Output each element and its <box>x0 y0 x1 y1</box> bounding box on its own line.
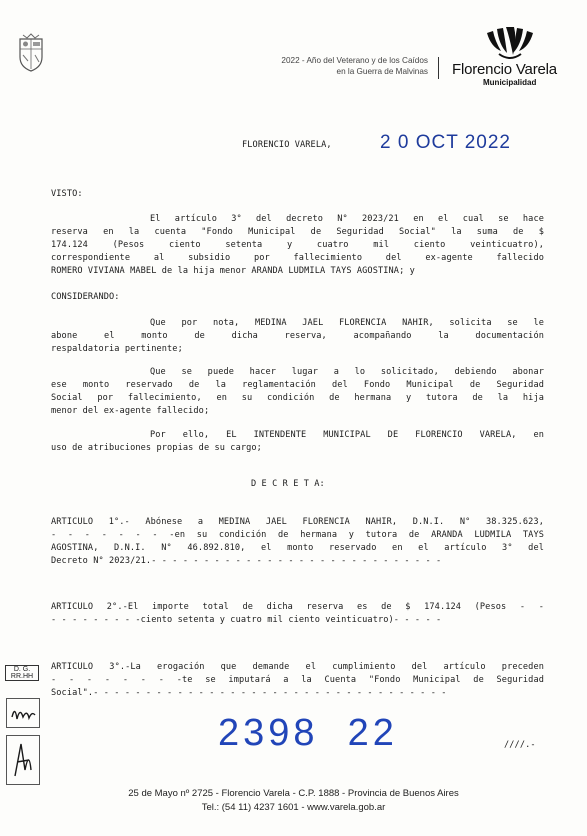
articulo-2-line-1: ARTICULO 2°.-El importe total de dicha reserva es de $ 174.124 (Pesos - - <box>51 602 544 612</box>
considerando-p3-line-1: Por ello, EL INTENDENTE MUNICIPAL DE FLORENCIO VARELA, en <box>150 430 544 440</box>
footer-contact: Tel.: (54 11) 4237 1601 - www.varela.gob.ar <box>201 802 386 813</box>
coat-of-arms-icon <box>17 33 45 73</box>
brand-subtitle: Municipalidad <box>483 78 537 87</box>
brand-name: Florencio Varela <box>452 61 557 78</box>
dateline-place: FLORENCIO VARELA, <box>242 140 332 150</box>
articulo-1-line-4: Decreto N° 2023/21.- - - - - - - - - - - - - - - - - - - - - - - - - - - - <box>51 556 442 566</box>
dg-line-2: RR.HH <box>10 673 34 680</box>
motto-line-1: 2022 - Año del Veterano y de los Caídos <box>281 56 428 65</box>
considerando-heading: CONSIDERANDO: <box>51 292 120 302</box>
continuation-mark: ////.- <box>504 740 536 750</box>
dg-rrhh-box <box>5 665 39 681</box>
decreta-heading: D E C R E T A: <box>251 479 325 489</box>
articulo-1-line-2: - - - - - - - -en su condición de hermana y tutora de ARANDA LUDMILA TAYS <box>51 530 544 540</box>
articulo-2-line-2: - - - - - - - - -ciento setenta y cuatro mil ciento veinticuatro)- - - - - <box>51 615 442 625</box>
footer-address: 25 de Mayo nº 2725 - Florencio Varela - C.P. 1888 - Provincia de Buenos Aires <box>128 788 459 799</box>
visto-heading: VISTO: <box>51 189 83 199</box>
articulo-1-line-3: AGOSTINA, D.N.I. N° 46.892.810, el monto reservado en el artículo 3° del <box>51 543 544 553</box>
visto-line-4: correspondiente al subsidio por fallecimiento del ex-agente fallecido <box>51 253 544 263</box>
considerando-p1-line-2: abone el monto de dicha reserva, acompañando la documentación <box>51 331 544 341</box>
considerando-p1-line-3: respaldatoria pertinente; <box>51 344 183 354</box>
visto-line-3: 174.124 (Pesos ciento setenta y cuatro mil ciento veinticuatro), <box>51 240 544 250</box>
initials-signature-icon <box>6 698 40 728</box>
articulo-3-line-3: Social".- - - - - - - - - - - - - - - - - - - - - - - - - - - - - - - - - - <box>51 688 447 698</box>
articulo-1-line-1: ARTICULO 1°.- Abónese a MEDINA JAEL FLORENCIA NAHIR, D.N.I. N° 38.325.623, <box>51 517 544 527</box>
header-divider <box>438 57 439 79</box>
municipal-logo-icon <box>483 27 537 63</box>
considerando-p2-line-2: ese monto reservado de la reglamentación del Fondo Municipal de Seguridad <box>51 380 544 390</box>
visto-line-1: El artículo 3° del decreto N° 2023/21 en el cual se hace <box>150 214 544 224</box>
considerando-p3-line-2: uso de atribuciones propias de su cargo; <box>51 443 262 453</box>
motto-line-2: en la Guerra de Malvinas <box>336 67 428 76</box>
decree-number-stamp: 2398 22 <box>218 712 398 754</box>
header-motto <box>232 55 428 77</box>
signature-icon <box>6 735 40 785</box>
considerando-p1-line-1: Que por nota, MEDINA JAEL FLORENCIA NAHIR, solicita se le <box>150 318 544 328</box>
articulo-3-line-2: - - - - - - - -te se imputará a la Cuenta "Fondo Municipal de Seguridad <box>51 675 544 685</box>
date-stamp: 2 0 OCT 2022 <box>380 132 512 153</box>
visto-line-2: reserva en la cuenta "Fondo Municipal de Seguridad Social" la suma de $ <box>51 227 544 237</box>
dg-line-1: D. G. <box>13 666 31 673</box>
considerando-p2-line-3: Social por fallecimiento, en su condición de hermana y tutora de la hija <box>51 393 544 403</box>
articulo-3-line-1: ARTICULO 3°.-La erogación que demande el cumplimiento del artículo preceden <box>51 662 544 672</box>
considerando-p2-line-1: Que se puede hacer lugar a lo solicitado, debiendo abonar <box>150 367 544 377</box>
visto-line-5: ROMERO VIVIANA MABEL de la hija menor ARANDA LUDMILA TAYS AGOSTINA; y <box>51 266 415 276</box>
considerando-p2-line-4: menor del ex-agente fallecido; <box>51 406 210 416</box>
